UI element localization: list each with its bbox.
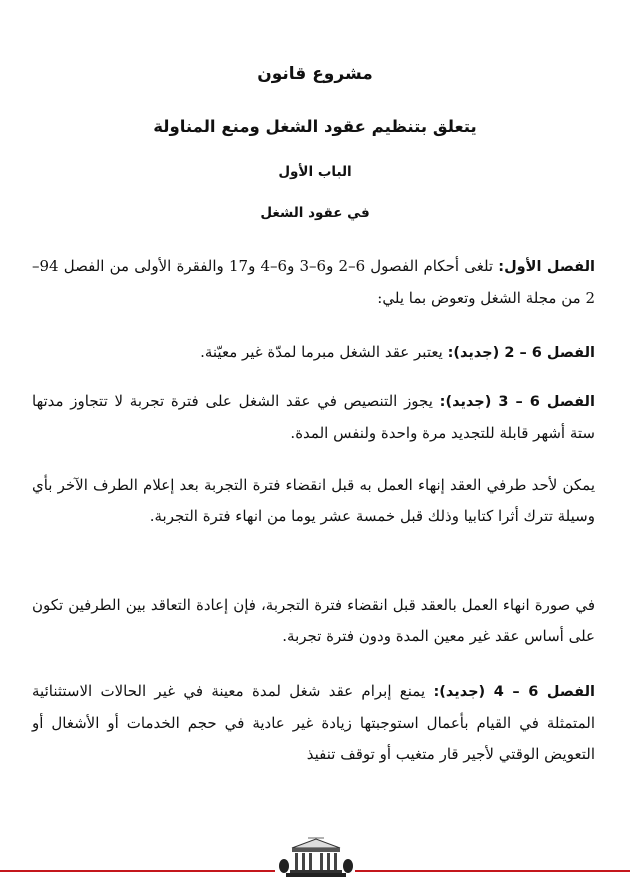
article-text: يعتبر عقد الشغل مبرما لمدّة غير معيّنة. [200, 343, 443, 361]
document-subtitle: يتعلق بتنظيم عقود الشغل ومنع المناولة [153, 117, 477, 136]
article-label: الفصل 6 – 3 (جديد): [439, 394, 595, 410]
paragraph-recontracting [32, 590, 595, 652]
footer-rule-left [0, 870, 275, 872]
section-subheading: في عقود الشغل [260, 205, 370, 221]
article-label: الفصل 6 – 2 (جديد): [447, 345, 595, 361]
paragraph-article-1 [32, 251, 595, 314]
article-label: الفصل 6 – 4 (جديد): [433, 684, 595, 700]
paragraph-trial-termination [32, 470, 595, 532]
article-text: يجوز التنصيص في عقد الشغل على فترة تجربة لا تتجاوز مدتها ستة أشهر قابلة للتجديد مرة واحدة ولنفس المدة. [32, 392, 595, 442]
paragraph-text: في صورة انهاء العمل بالعقد قبل انقضاء فترة التجربة، فإن إعادة التعاقد بين الطرفين تكون على أساس عقد غير معين المدة ودون فترة تجربة. [32, 596, 595, 645]
article-text: تلغى أحكام الفصول 6–2 و6–3 و6–4 و17 والفقرة الأولى من الفصل 94–2 من مجلة الشغل وتعوض بما يلي: [32, 257, 595, 307]
article-label: الفصل الأول: [498, 259, 595, 275]
parliament-emblem-icon [278, 836, 354, 882]
article-text: يمنع إبرام عقد شغل لمدة معينة في غير الحالات الاستثنائية المتمثلة في القيام بأعمال استوجبتها زيادة غير عادية في حجم الخدمات أو الأشغال أو التعويض الوقتي لأجير قار متغيب أو توقف تنفيذ [32, 682, 595, 763]
paragraph-article-6-2 [32, 337, 595, 369]
document-title: مشروع قانون [257, 64, 373, 84]
footer-rule-right [355, 870, 630, 872]
paragraph-article-6-3 [32, 386, 595, 449]
section-heading: الباب الأول [278, 164, 352, 180]
paragraph-article-6-4 [32, 676, 595, 770]
paragraph-text: يمكن لأحد طرفي العقد إنهاء العمل به قبل انقضاء فترة التجربة بعد إعلام الطرف الآخر بأي وسيلة تترك أثرا كتابيا وذلك قبل خمسة عشر يوما من انهاء فترة التجربة. [32, 476, 595, 525]
